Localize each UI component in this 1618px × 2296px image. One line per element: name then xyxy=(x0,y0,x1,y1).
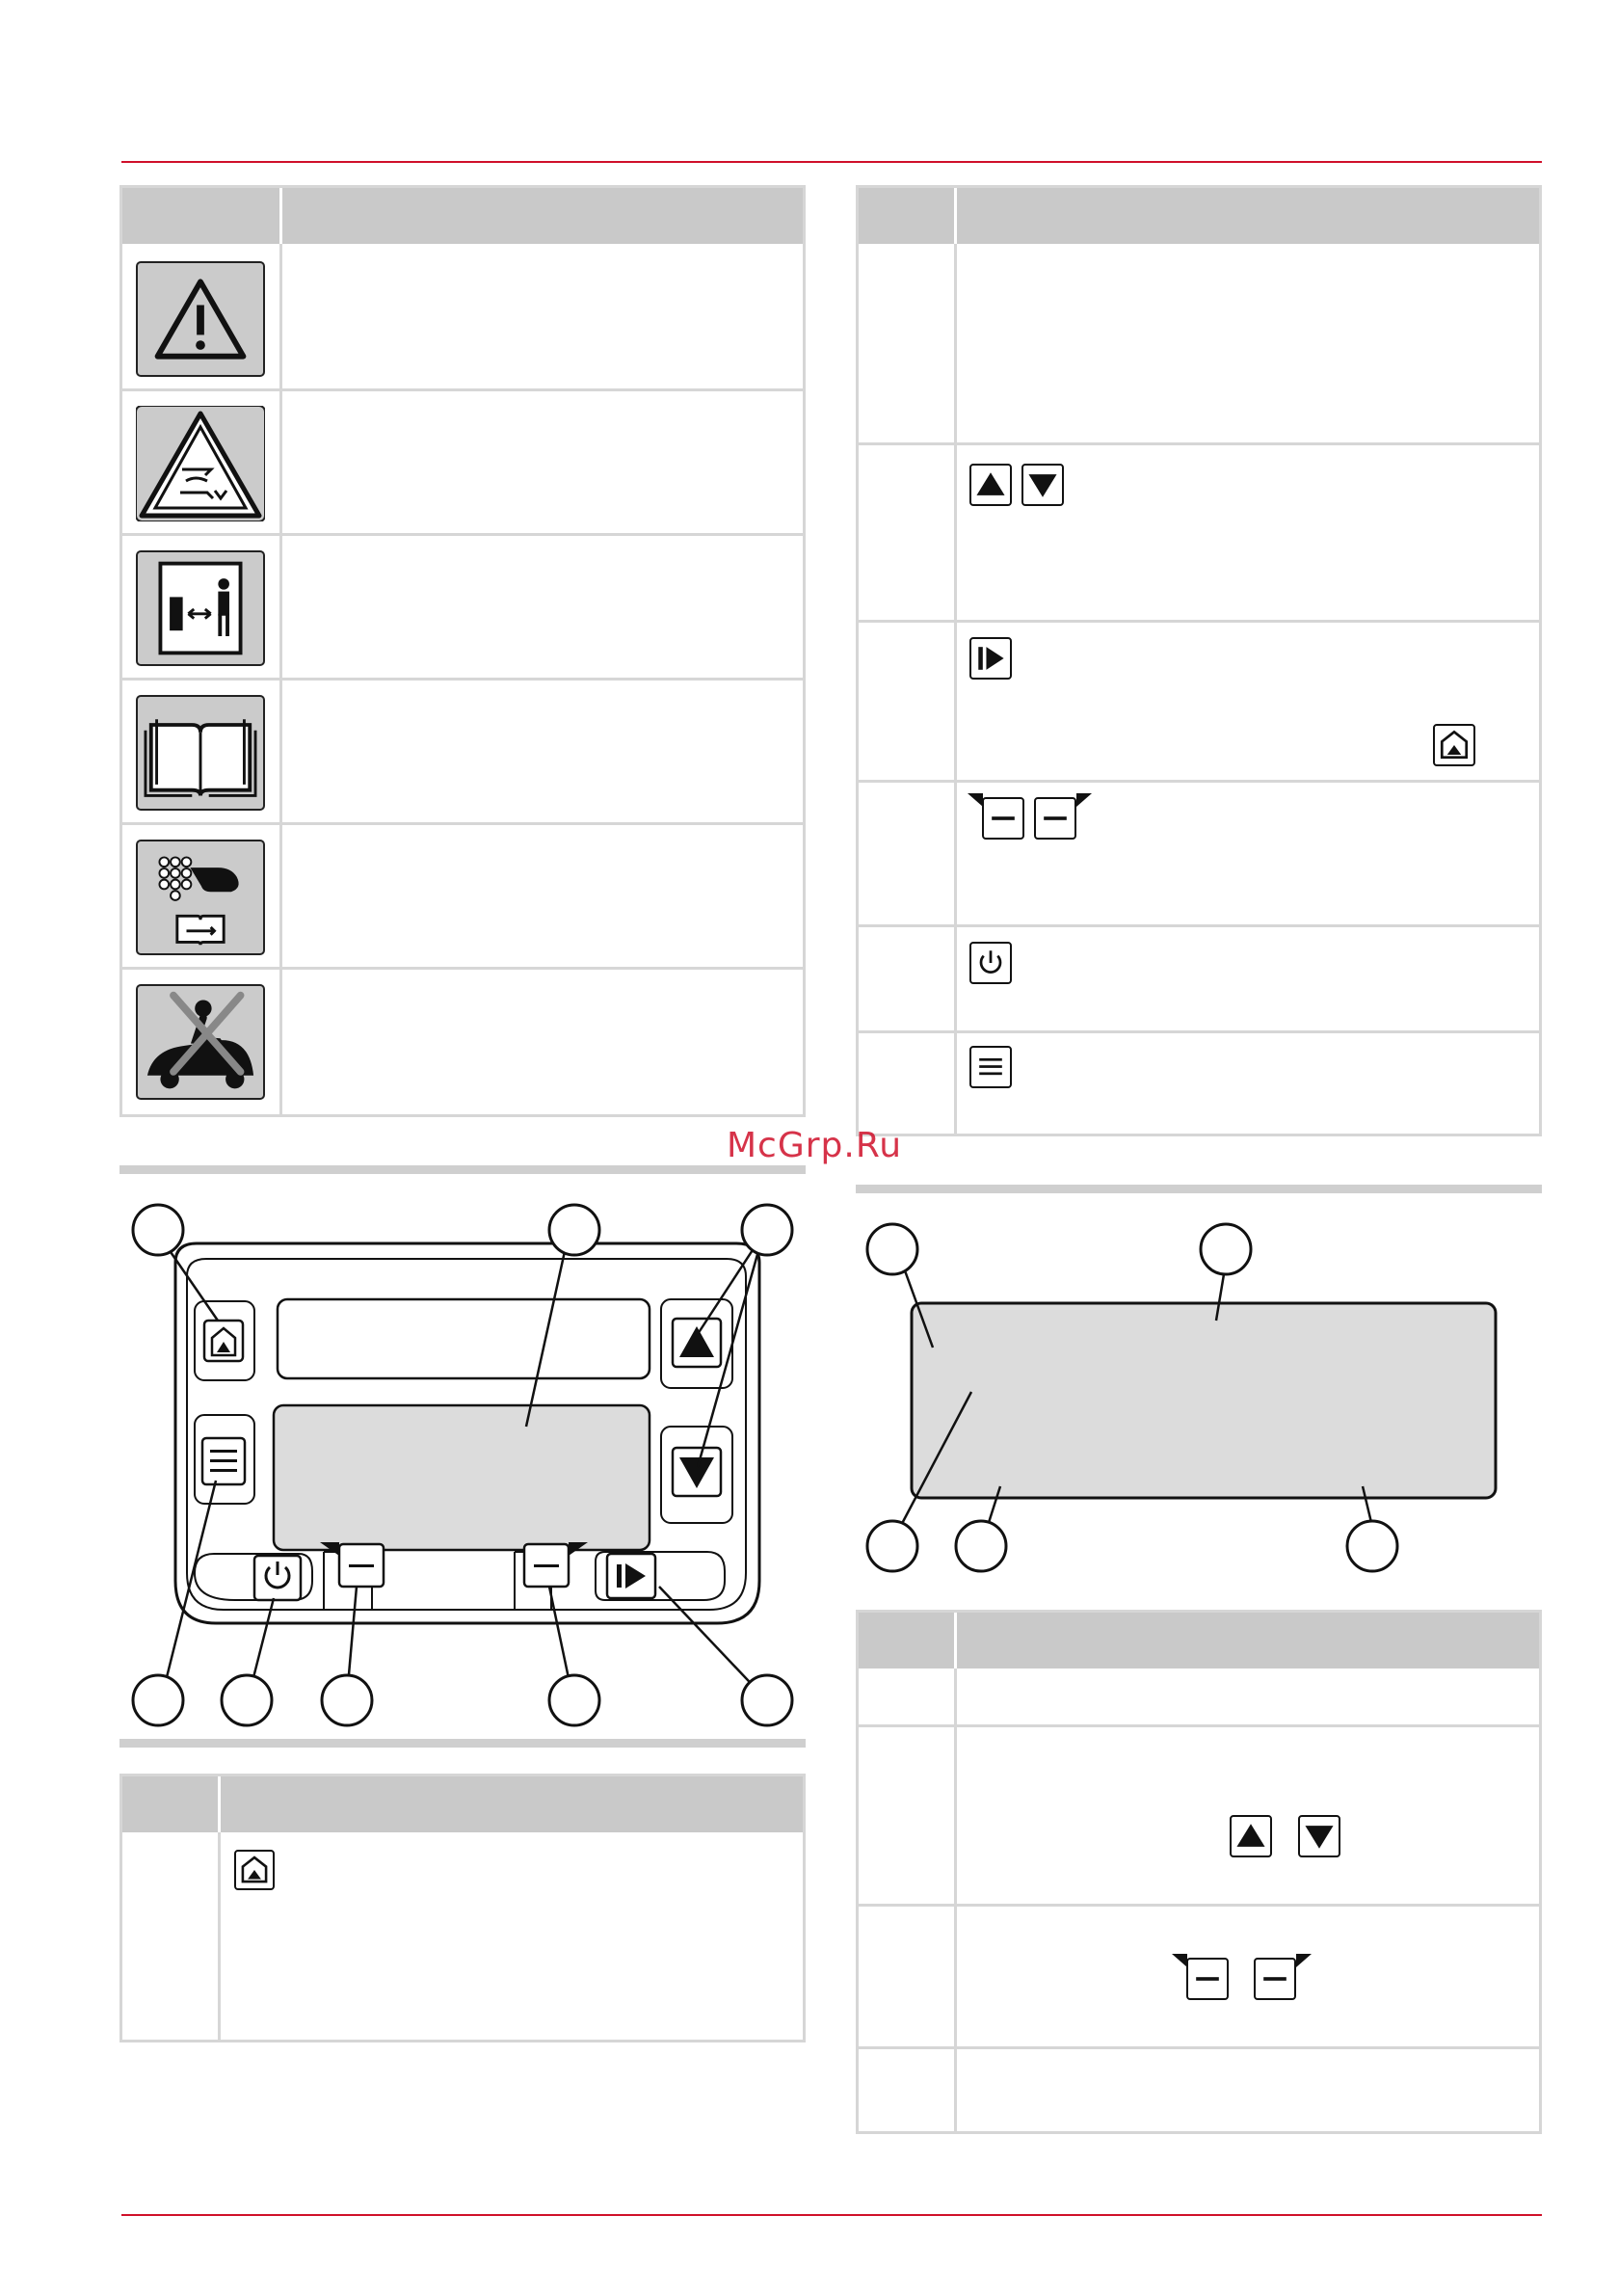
play-key-icon xyxy=(969,637,1012,680)
read-manual-icon xyxy=(136,695,265,811)
table-header xyxy=(122,188,803,244)
home-key-table xyxy=(119,1774,806,2042)
table-header xyxy=(859,1613,1539,1669)
control-panel-figure xyxy=(119,1195,806,1735)
figure-rule xyxy=(856,1185,1542,1193)
figure-rule xyxy=(119,1165,806,1174)
table-header xyxy=(122,1776,803,1832)
left-softkey-marker-icon xyxy=(1172,1954,1187,1967)
watermark-text: McGrp.Ru xyxy=(726,1126,903,1165)
right-softkey-icon xyxy=(1034,797,1076,840)
display-figure xyxy=(856,1215,1542,1600)
bottom-rule xyxy=(121,2214,1542,2216)
figure-rule xyxy=(119,1739,806,1748)
symbols-table xyxy=(119,185,806,1117)
right-softkey-icon xyxy=(524,1544,569,1587)
arrow-down-key-icon xyxy=(1298,1815,1340,1857)
home-key-icon xyxy=(204,1321,243,1361)
right-softkey-icon xyxy=(1254,1958,1296,2000)
table-header xyxy=(859,188,1539,244)
keep-distance-icon xyxy=(136,550,265,666)
left-softkey-icon xyxy=(1186,1958,1229,2000)
warning-triangle-icon xyxy=(136,261,265,377)
arrow-up-key-icon xyxy=(673,1319,721,1367)
power-key-icon xyxy=(969,942,1012,984)
left-softkey-icon xyxy=(339,1544,384,1587)
arrow-down-key-icon xyxy=(1021,464,1064,506)
left-softkey-marker-icon xyxy=(968,793,983,807)
blade-hazard-icon xyxy=(136,406,265,521)
power-key-icon xyxy=(254,1556,301,1600)
home-key-icon xyxy=(1433,724,1475,766)
menu-key-icon xyxy=(969,1046,1012,1088)
display-areas-table xyxy=(856,1610,1542,2134)
no-riding-icon xyxy=(136,984,265,1100)
home-key-icon xyxy=(234,1850,275,1890)
arrow-up-key-icon xyxy=(1230,1815,1272,1857)
arrow-up-key-icon xyxy=(969,464,1012,506)
pin-code-manual-icon xyxy=(136,840,265,955)
top-rule xyxy=(121,161,1542,163)
arrow-down-key-icon xyxy=(673,1448,721,1496)
right-softkey-marker-icon xyxy=(1296,1954,1312,1967)
menu-key-icon xyxy=(202,1438,245,1484)
keys-table xyxy=(856,185,1542,1136)
left-softkey-icon xyxy=(982,797,1024,840)
right-softkey-marker-icon xyxy=(1076,793,1092,807)
play-key-icon xyxy=(607,1554,655,1598)
